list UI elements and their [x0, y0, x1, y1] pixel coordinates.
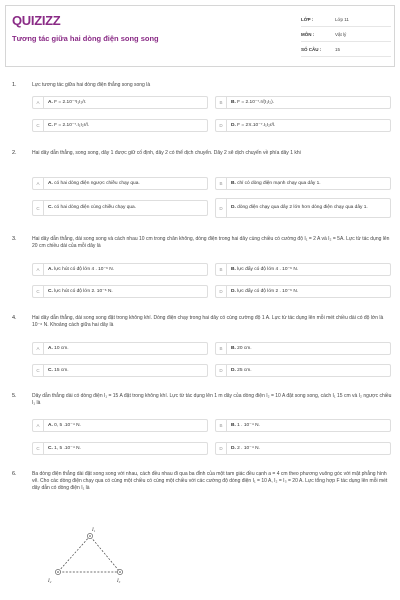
option-letter: C.: [48, 367, 53, 373]
label-i2: I₂: [48, 579, 52, 584]
answer-option-c[interactable]: [32, 442, 208, 455]
option-key: A: [33, 178, 44, 189]
option-text: dòng điện chạy qua dây 2 lớn hơn dòng điện chạy qua dây 1.: [237, 205, 368, 211]
option-key: B: [216, 343, 227, 354]
question-number: 5.: [12, 393, 17, 399]
answer-option-c[interactable]: [32, 285, 208, 298]
option-text: F = 2.10⁻⁷I₁I₂/r.: [54, 99, 87, 105]
option-key: D: [216, 365, 227, 376]
option-key: D: [216, 443, 227, 454]
question-number: 4.: [12, 315, 17, 321]
question-number: 6.: [12, 471, 17, 477]
option-key: B: [216, 178, 227, 189]
option-text: F = 2.10⁻⁷.r/(I₁I₂).: [237, 99, 275, 105]
question-text: Hai dây dẫn thẳng, song song, dây 1 được giữ cố định, dây 2 có thể dịch chuyển. Dây 2 sẽ dịch chuyển về phía dây 1 khi: [32, 150, 301, 156]
label-i1: I₁: [92, 528, 96, 533]
option-letter: A.: [48, 422, 53, 428]
question-number: 2.: [12, 150, 17, 156]
option-letter: B.: [231, 422, 236, 428]
meta-subject-row: [301, 27, 391, 42]
option-text: 10 cm.: [54, 345, 69, 351]
quizizz-logo: QUIZIZZ: [12, 13, 61, 28]
option-text: lực đẩy có độ lớn 2 . 10⁻⁶ N.: [237, 288, 299, 294]
answer-option-b[interactable]: [215, 342, 391, 355]
wire-i3-dot: [119, 571, 121, 573]
worksheet-header: [5, 5, 395, 67]
option-key: D: [216, 120, 227, 131]
wire-i2-dot: [57, 571, 59, 573]
option-key: C: [33, 286, 44, 297]
meta-subject-value: Vật lý: [335, 31, 347, 37]
answer-option-d[interactable]: [215, 285, 391, 298]
meta-class-value: Lớp 11: [335, 16, 349, 22]
question-text: Lực tương tác giữa hai dòng điện thẳng song song là: [32, 82, 151, 88]
meta-class-row: [301, 12, 391, 27]
option-letter: B.: [231, 99, 236, 105]
option-letter: B.: [231, 180, 236, 186]
question-text: Dây dẫn thẳng dài có dòng điện I₁ = 15 A đặt trong không khí. Lực từ tác dụng lên 1 m dây của dòng điện I₂ = 10 A đặt song song, cách I₁ 15 cm và I₂ ngược chiều I₁ là: [32, 393, 392, 406]
answer-option-b[interactable]: [215, 263, 391, 276]
option-letter: C.: [48, 288, 53, 294]
option-letter: D.: [231, 288, 236, 294]
question-number: 3.: [12, 236, 17, 242]
option-key: A: [33, 97, 44, 108]
option-letter: D.: [231, 122, 236, 128]
option-key: C: [33, 365, 44, 376]
option-key: B: [216, 420, 227, 431]
label-i3: I₃: [117, 579, 121, 584]
answer-option-b[interactable]: [215, 419, 391, 432]
worksheet-title: Tương tác giữa hai dòng điện song song: [12, 34, 159, 43]
option-text: lực hút có độ lớn 2. 10⁻⁶ N.: [54, 288, 113, 294]
answer-option-d[interactable]: [215, 119, 391, 132]
option-key: C: [33, 120, 44, 131]
option-letter: D.: [231, 445, 236, 451]
option-letter: C.: [48, 445, 53, 451]
triangle-outline: [58, 536, 120, 572]
question-text: Ba dòng điện thẳng dài đặt song song với nhau, cách đều nhau đi qua ba đỉnh của một tam giác đều cạnh a = 4 cm theo phương vuông góc với mặt phẳng hình vẽ. Cho các dòng điện chạy qua có cùng một chiều có cùng một chiều với các cường độ dòng điện I₁ = 10 A, I₂ = I₃ = 20 A. Lực tổng hợp F tác dụng lên mỗi mét dây dẫn có dòng điện I₁ là: [32, 471, 388, 491]
option-text: F = 2π.10⁻⁷.I₁I₂r/l.: [237, 122, 276, 128]
meta-class-label: LỚP :: [301, 16, 314, 22]
option-letter: A.: [48, 345, 53, 351]
option-text: 0, 5 .10⁻⁴ N.: [54, 422, 81, 428]
option-letter: B.: [231, 345, 236, 351]
answer-option-b[interactable]: [215, 96, 391, 109]
answer-option-a[interactable]: [32, 342, 208, 355]
answer-option-a[interactable]: [32, 177, 208, 190]
meta-count-value: 15: [335, 46, 341, 52]
answer-option-a[interactable]: [32, 263, 208, 276]
option-key: A: [33, 420, 44, 431]
option-text: chỉ có dòng điện mạnh chạy qua dây 1.: [237, 180, 321, 186]
option-text: F = 2.10⁻⁷.I₁I₂r/l.: [54, 122, 89, 128]
option-key: B: [216, 264, 227, 275]
option-text: 20 cm.: [237, 345, 252, 351]
question-text: Hai dây dẫn thẳng, dài song song và cách nhau 10 cm trong chân không, dòng điện trong hai dây cùng chiều có cường độ I₁ = 2 A và I₂ = 5A. Lực từ tác dụng lên 20 cm chiều dài của mỗi dây là: [32, 236, 390, 249]
option-key: A: [33, 343, 44, 354]
answer-option-c[interactable]: [32, 200, 208, 216]
option-letter: A.: [48, 180, 53, 186]
answer-option-d[interactable]: [215, 442, 391, 455]
option-text: 1 . 10⁻⁴ N.: [237, 422, 260, 428]
option-letter: C.: [48, 122, 53, 128]
meta-count-label: SỐ CÂU :: [301, 46, 322, 52]
answer-option-c[interactable]: [32, 119, 208, 132]
option-key: C: [33, 443, 44, 454]
triangle-figure: [38, 526, 138, 588]
option-key: C: [33, 201, 44, 215]
worksheet-meta: [301, 12, 391, 57]
option-text: 2 . 10⁻⁴ N.: [237, 445, 260, 451]
answer-option-a[interactable]: [32, 419, 208, 432]
option-letter: B.: [231, 266, 236, 272]
meta-count-row: [301, 42, 391, 57]
option-key: D: [216, 199, 227, 217]
option-text: lực hút có độ lớn 4 . 10⁻⁶ N.: [54, 266, 115, 272]
option-letter: A.: [48, 99, 53, 105]
question-number: 1.: [12, 82, 17, 88]
answer-option-d[interactable]: [215, 364, 391, 377]
option-text: lực đẩy có độ lớn 4 . 10⁻⁶ N.: [237, 266, 299, 272]
option-text: 15 cm.: [54, 367, 69, 373]
wire-i1-dot: [89, 535, 91, 537]
option-text: có hai dòng điện cùng chiều chạy qua.: [54, 205, 137, 211]
option-key: B: [216, 97, 227, 108]
question-text: Hai dây dẫn thẳng, dài song song đặt trong không khí. Dòng điện chạy trong hai dây có cùng cường độ 1 A. Lực từ tác dụng lên mỗi mét chiều dài có độ lớn là 10⁻⁶ N. Khoảng cách giữa hai dây là: [32, 315, 384, 328]
option-key: A: [33, 264, 44, 275]
option-text: 25 cm.: [237, 367, 252, 373]
option-key: D: [216, 286, 227, 297]
answer-option-a[interactable]: [32, 96, 208, 109]
option-text: 1, 5 .10⁻⁴ N.: [54, 445, 81, 451]
option-letter: C.: [48, 205, 53, 211]
option-text: có hai dòng điện ngược chiều chạy qua.: [54, 180, 140, 186]
option-letter: A.: [48, 266, 53, 272]
answer-option-b[interactable]: [215, 177, 391, 190]
answer-option-c[interactable]: [32, 364, 208, 377]
option-letter: D.: [231, 367, 236, 373]
option-letter: D.: [231, 205, 236, 211]
answer-option-d[interactable]: [215, 198, 391, 218]
meta-subject-label: MÔN :: [301, 31, 315, 37]
